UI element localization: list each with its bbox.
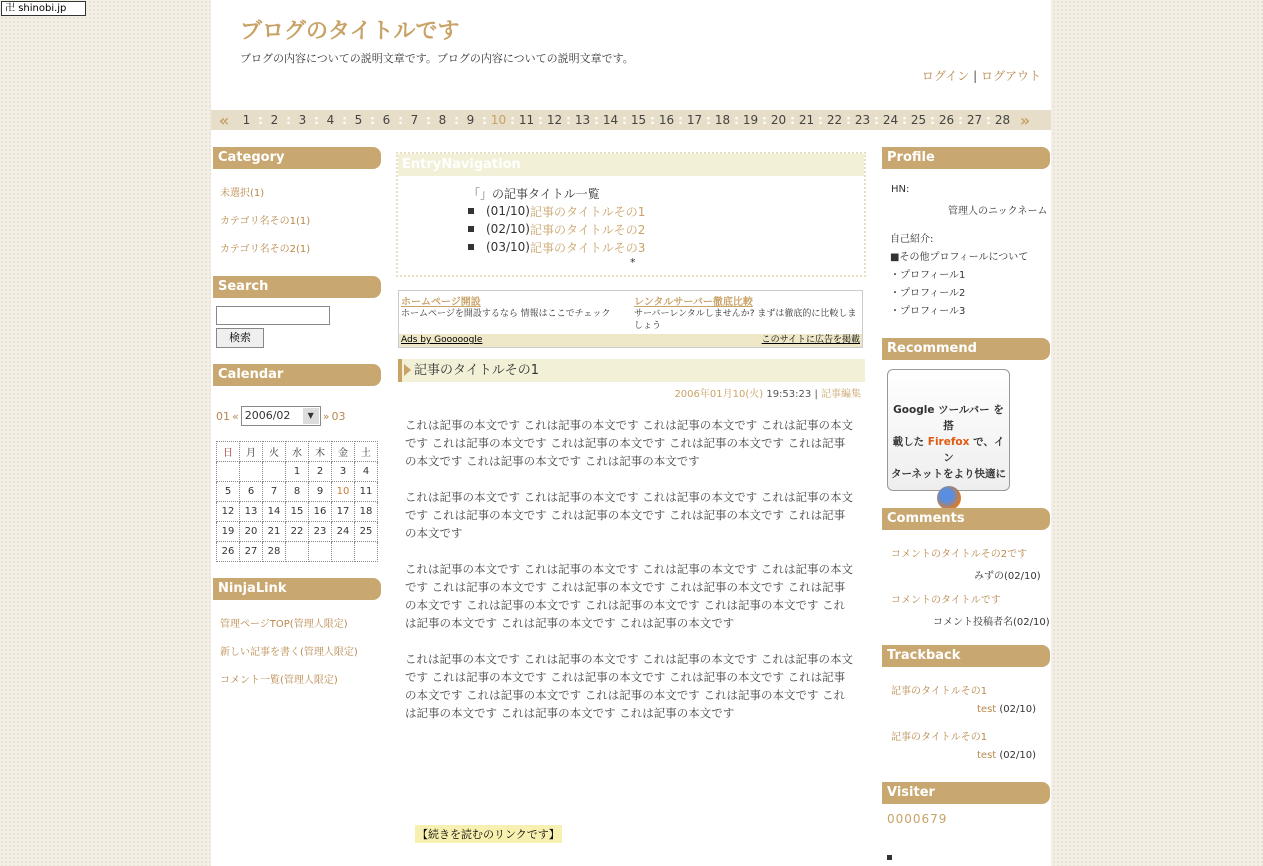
page-number-link[interactable]: 25 — [910, 113, 927, 127]
calendar-day — [286, 542, 309, 562]
list-item — [468, 202, 645, 220]
firefox-banner[interactable] — [887, 369, 1010, 491]
page-number-link[interactable]: 5 — [354, 113, 363, 127]
entry-body — [405, 416, 855, 740]
entry-date: 2006年01月10(火) — [674, 389, 764, 400]
page-number-link[interactable]: 14 — [602, 113, 619, 127]
comments-header: Comments — [882, 508, 1050, 530]
calendar-table — [216, 441, 378, 562]
comment-link[interactable]: コメントのタイトルです — [891, 595, 1001, 606]
calendar-header: Calendar — [213, 364, 381, 386]
category-header: Category — [213, 147, 381, 169]
entry-nav-star: * — [630, 256, 636, 269]
entry-meta — [674, 385, 861, 400]
page-number-link[interactable]: 11 — [518, 113, 535, 127]
chevron-down-icon[interactable]: ▼ — [303, 408, 319, 424]
calendar-day: 15 — [286, 502, 309, 522]
calendar-week-row — [217, 462, 378, 482]
page-separator: : — [930, 113, 935, 127]
profile-hn-label: HN: — [891, 184, 910, 195]
ad-title[interactable]: レンタルサーバー徹底比較 — [634, 297, 753, 308]
entry-title-text[interactable]: 記事のタイトルその1 — [414, 363, 540, 378]
entry-navigation-list — [468, 184, 645, 256]
page-number-link[interactable]: 24 — [882, 113, 899, 127]
calendar-month-value: 2006/02 — [244, 409, 291, 422]
page-separator: : — [370, 113, 375, 127]
bullet-icon — [468, 208, 474, 214]
page-number-link[interactable]: 18 — [714, 113, 731, 127]
page-number-link[interactable]: 17 — [686, 113, 703, 127]
ninjalink-item[interactable]: 新しい記事を書く(管理人限定) — [220, 647, 358, 658]
shinobi-icon: 卍 — [5, 3, 15, 14]
calendar-month-select[interactable] — [241, 406, 321, 426]
page-separator: : — [314, 113, 319, 127]
page-separator: : — [454, 113, 459, 127]
calendar-day: 25 — [355, 522, 378, 542]
comment-meta: コメント投稿者名(02/10) — [933, 617, 1050, 628]
page-number-link[interactable]: 27 — [966, 113, 983, 127]
page-separator: : — [818, 113, 823, 127]
page-number-link[interactable]: 1 — [242, 113, 251, 127]
calendar-weekday: 水 — [286, 442, 309, 462]
calendar-day: 16 — [309, 502, 332, 522]
read-more-link[interactable]: 【続きを読むのリンクです】 — [415, 825, 562, 843]
bullet-icon — [468, 244, 474, 250]
page-number-link[interactable]: 15 — [630, 113, 647, 127]
arrow-icon — [404, 364, 411, 376]
calendar-day: 18 — [355, 502, 378, 522]
ad-item — [401, 293, 626, 320]
recommend-line: ターネットをより快適に — [891, 468, 1006, 480]
calendar-day: 7 — [263, 482, 286, 502]
calendar-day: 5 — [217, 482, 240, 502]
calendar-next-month[interactable]: 03 — [331, 409, 346, 423]
entry-nav-link[interactable]: 記事のタイトルその2 — [529, 222, 646, 237]
entry-nav-num: (03/10) — [486, 240, 530, 254]
calendar-weekday: 金 — [332, 442, 355, 462]
page-separator: : — [258, 113, 263, 127]
calendar-day: 26 — [217, 542, 240, 562]
calendar-day: 27 — [240, 542, 263, 562]
profile-hn-value: 管理人のニックネーム — [948, 206, 1048, 217]
visitor-counter: 0000679 — [887, 812, 948, 826]
ninjalink-item[interactable]: 管理ページTOP(管理人限定) — [220, 619, 348, 630]
recommend-header: Recommend — [882, 338, 1050, 360]
ad-item — [634, 293, 862, 332]
ad-block — [398, 290, 863, 348]
entry-title — [398, 359, 865, 382]
calendar-prev-arrow: « — [232, 409, 239, 423]
calendar-day — [332, 542, 355, 562]
page-number-link[interactable]: 4 — [326, 113, 335, 127]
calendar-day: 12 — [217, 502, 240, 522]
calendar-day: 8 — [286, 482, 309, 502]
ads-post-link[interactable]: このサイトに広告を掲載 — [761, 335, 860, 345]
calendar-day — [355, 542, 378, 562]
calendar-day: 11 — [355, 482, 378, 502]
calendar-week-row — [217, 502, 378, 522]
page-prev-arrow[interactable]: « — [218, 110, 230, 130]
shinobi-label: shinobi.jp — [18, 3, 67, 14]
calendar-next-arrow: » — [322, 409, 330, 423]
ad-title[interactable]: ホームページ開設 — [401, 297, 481, 308]
calendar-day: 21 — [263, 522, 286, 542]
calendar-prev-month[interactable]: 01 — [216, 409, 230, 423]
square-icon — [887, 855, 892, 860]
page-separator: : — [482, 113, 487, 127]
page-separator: : — [678, 113, 683, 127]
page-separator: : — [762, 113, 767, 127]
calendar-day — [309, 542, 332, 562]
entry-paragraph: これは記事の本文です これは記事の本文です これは記事の本文です これは記事の本文です これは記事の本文です これは記事の本文です これは記事の本文です これは記事の本文です これは記事の本文です これは記事の本文です これは記事の本文です これは記事の本文です これは記事の本文です これは記事の本文です — [405, 562, 853, 630]
calendar-weekday: 木 — [309, 442, 332, 462]
search-input[interactable] — [216, 306, 330, 325]
trackback-header: Trackback — [882, 645, 1050, 667]
calendar-weekday: 日 — [217, 442, 240, 462]
comment-link[interactable]: コメントのタイトルその2です — [891, 549, 1028, 560]
entry-navigation-heading: 「」の記事タイトル一覧 — [468, 186, 600, 201]
trackback-author[interactable]: test — [977, 704, 997, 715]
site-description: ブログの内容についての説明文章です。ブログの内容についての説明文章です。 — [240, 52, 634, 65]
page-number-list — [237, 113, 1012, 127]
calendar-day: 20 — [240, 522, 263, 542]
page-number-link[interactable]: 22 — [826, 113, 843, 127]
firefox-icon — [937, 486, 961, 510]
page-number-link[interactable]: 3 — [298, 113, 307, 127]
search-header: Search — [213, 276, 381, 298]
page-number-link[interactable]: 9 — [466, 113, 475, 127]
trackback-link[interactable]: 記事のタイトルその1 — [891, 732, 988, 743]
entry-paragraph: これは記事の本文です これは記事の本文です これは記事の本文です これは記事の本文です これは記事の本文です これは記事の本文です これは記事の本文です これは記事の本文です これは記事の本文です これは記事の本文です これは記事の本文です これは記事の本文です これは記事の本文です これは記事の本文です — [405, 652, 853, 720]
page-number-link[interactable]: 12 — [546, 113, 563, 127]
calendar-day: 4 — [355, 462, 378, 482]
page-number-link[interactable]: 16 — [658, 113, 675, 127]
calendar-day: 19 — [217, 522, 240, 542]
recommend-line: 載した Firefox で、イン — [892, 436, 1005, 464]
search-button[interactable]: 検索 — [216, 328, 264, 348]
page-number-link[interactable]: 20 — [770, 113, 787, 127]
calendar-day: 17 — [332, 502, 355, 522]
calendar-day: 23 — [309, 522, 332, 542]
ninjalink-header: NinjaLink — [213, 578, 381, 600]
calendar-nav — [216, 406, 345, 426]
entry-nav-num: (02/10) — [486, 222, 530, 236]
site-title[interactable]: ブログのタイトルです — [240, 19, 460, 44]
shinobi-badge[interactable] — [1, 1, 86, 16]
profile-header: Profile — [882, 147, 1050, 169]
page-number-link[interactable]: 13 — [574, 113, 591, 127]
page-separator: : — [958, 113, 963, 127]
login-link[interactable]: ログイン — [921, 69, 970, 83]
trackback-author[interactable]: test — [977, 750, 997, 761]
profile-intro-item: ・プロフィール1 — [890, 270, 966, 281]
page-separator: : — [846, 113, 851, 127]
entry-edit-link[interactable]: 記事編集 — [821, 389, 861, 400]
calendar-day — [263, 462, 286, 482]
calendar-week-row — [217, 522, 378, 542]
list-item — [468, 220, 645, 238]
page-number-link[interactable]: 7 — [410, 113, 419, 127]
page-separator: : — [426, 113, 431, 127]
calendar-day: 9 — [309, 482, 332, 502]
logout-link[interactable]: ログアウト — [980, 69, 1041, 83]
calendar-day: 14 — [263, 502, 286, 522]
page-separator: : — [594, 113, 599, 127]
calendar-weekday: 土 — [355, 442, 378, 462]
page-separator: : — [510, 113, 515, 127]
entry-paragraph: これは記事の本文です これは記事の本文です これは記事の本文です これは記事の本文です これは記事の本文です これは記事の本文です これは記事の本文です これは記事の本文です — [405, 490, 853, 540]
bullet-icon — [468, 226, 474, 232]
calendar-day: 13 — [240, 502, 263, 522]
login-separator: | — [973, 69, 978, 83]
page-separator: : — [902, 113, 907, 127]
calendar-day: 24 — [332, 522, 355, 542]
page-separator: : — [342, 113, 347, 127]
page-number-link[interactable]: 19 — [742, 113, 759, 127]
page-separator: : — [286, 113, 291, 127]
page-separator: : — [734, 113, 739, 127]
page-separator: : — [874, 113, 879, 127]
calendar-day: 22 — [286, 522, 309, 542]
calendar-day — [240, 462, 263, 482]
category-link[interactable]: 未選択(1) — [220, 188, 265, 199]
calendar-day: 28 — [263, 542, 286, 562]
page-number-link[interactable]: 2 — [270, 113, 279, 127]
entry-meta-separator: | — [814, 389, 818, 400]
profile-intro-item: ・プロフィール2 — [890, 288, 966, 299]
page-navigation — [211, 110, 1051, 130]
comment-meta: みずの(02/10) — [974, 571, 1041, 582]
calendar-weekday: 火 — [263, 442, 286, 462]
profile-intro-item: ・プロフィール3 — [890, 306, 966, 317]
page-separator: : — [566, 113, 571, 127]
page-separator: : — [398, 113, 403, 127]
calendar-day: 3 — [332, 462, 355, 482]
page-separator: : — [986, 113, 991, 127]
trackback-meta: test (02/10) — [977, 704, 1037, 715]
page-number-link[interactable]: 6 — [382, 113, 391, 127]
page-separator: : — [706, 113, 711, 127]
login-links — [922, 67, 1041, 84]
entry-navigation — [396, 152, 866, 277]
profile-intro-item: ■その他プロフィールについて — [890, 252, 1029, 263]
page-next-arrow[interactable]: » — [1019, 110, 1031, 130]
page-separator: : — [790, 113, 795, 127]
visitor-header: Visiter — [882, 782, 1050, 804]
trackback-link[interactable]: 記事のタイトルその1 — [891, 686, 988, 697]
entry-nav-num: (01/10) — [486, 204, 530, 218]
calendar-day — [217, 462, 240, 482]
page-separator: : — [650, 113, 655, 127]
calendar-day: 6 — [240, 482, 263, 502]
entry-paragraph: これは記事の本文です これは記事の本文です これは記事の本文です これは記事の本文です これは記事の本文です これは記事の本文です これは記事の本文です これは記事の本文です これは記事の本文です これは記事の本文です — [405, 418, 853, 468]
entry-nav-link[interactable]: 記事のタイトルその3 — [529, 240, 646, 255]
page-number-link[interactable]: 21 — [798, 113, 815, 127]
category-link[interactable]: カテゴリ名その1(1) — [220, 216, 311, 227]
calendar-weekday-row — [217, 442, 378, 462]
ad-body: サーバーレンタルしませんか? まずは徹底的に比較しましょう — [634, 309, 857, 331]
ad-body: ホームページを開設するなら 情報はここでチェック — [401, 309, 611, 319]
entry-navigation-header: EntryNavigation — [398, 154, 864, 176]
page-separator: : — [538, 113, 543, 127]
calendar-day: 2 — [309, 462, 332, 482]
calendar-week-row — [217, 482, 378, 502]
page-number-link[interactable]: 26 — [938, 113, 955, 127]
page-number-link[interactable]: 10 — [490, 113, 507, 127]
entry-time: 19:53:23 — [766, 389, 812, 400]
calendar-day[interactable]: 10 — [332, 482, 355, 502]
entry-nav-link[interactable]: 記事のタイトルその1 — [529, 204, 646, 219]
list-item — [468, 238, 645, 256]
calendar-day: 1 — [286, 462, 309, 482]
ninjalink-item[interactable]: コメント一覧(管理人限定) — [220, 675, 338, 686]
page-separator: : — [622, 113, 627, 127]
page-number-link[interactable]: 28 — [994, 113, 1011, 127]
ad-footer — [399, 334, 862, 347]
profile-intro-label: 自己紹介: — [890, 234, 934, 245]
calendar-week-row — [217, 542, 378, 562]
page-number-link[interactable]: 8 — [438, 113, 447, 127]
recommend-line: Google ツールバー を搭 — [893, 404, 1004, 432]
trackback-meta: test (02/10) — [977, 750, 1037, 761]
calendar-weekday: 月 — [240, 442, 263, 462]
category-link[interactable]: カテゴリ名その2(1) — [220, 244, 311, 255]
blog-page — [211, 0, 1051, 866]
ads-by-link[interactable]: Ads by Gooooogle — [401, 335, 483, 345]
page-number-link[interactable]: 23 — [854, 113, 871, 127]
